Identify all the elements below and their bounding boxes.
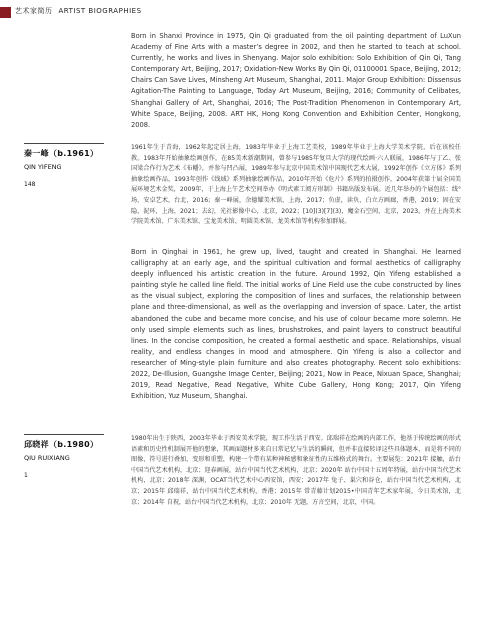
- artist-name-en: QIU RUIXIANG: [24, 454, 70, 462]
- artist-divider: [24, 143, 104, 144]
- intro-bio-en: Born in Shanxi Province in 1975, Qin Qi graduated from the oil painting department of LuXun Academy of Fine Arts with a master’s degree in 2002, and then he started to teach at school. Currently, he works and lives in Shenyang. Major solo exhibition: Solo Exhibition of Qin Qi, Tang Contemporary Art, Beijing, 2017; Oxidation-New Works By Qin Qi, 01100001 Space, Beijing, 2012; Chairs Can Save Lives, Minsheng Art Museum, Shanghai, 2011. Major Group Exhibition: Dissensus Agitation-The Painting to Language, Today Art Museum, Beijing, 2016; Community of Celibates, Shanghai Gallery of Art, Shanghai, 2016; The Post-Tradition Phenomenon in Contemporary Art, White Space, Beijing, 2008. ART HK, Hong Kong Convention and Exhibition Center, Hongkong, 2008.: [131, 32, 461, 129]
- artist-entry-qin-yifeng: [24, 143, 119, 188]
- artist-divider: [24, 434, 104, 435]
- artist-bio-en: Born in Qinghai in 1961, he grew up, lived, taught and created in Shanghai. He learned calligraphy at an early age, and the spiritual cultivation and formal aesthetics of calligraphy deeply influenced his artistic creation in the future. Around 1992, Qin Yifeng established a painting style he called line field. The initial works of Line Field use the cube constructed by lines as the visual subject, exploring the composition of lines and surfaces, the relationship between plane and three-dimensional, as well as the overlapping and inversion of space. Later, the artist abandoned the cube and became more concise, and his use of colour became more solemn. He only used simple elements such as lines, brushstrokes, and paint layers to construct beautiful lines. In the concise composition, he created a formal aesthetic and space. Relationships, visual reality, and endless changes in mood and atmosphere. Qin Yifeng is also a collector and researcher of Ming-style plain furniture and also creates photography. Recent solo exhibitions: 2022, De-Illusion, Guangshe Image Center, Beijing; 2021, Now in Peace, Nixuan Space, Shanghai; 2019, Read Negative, Read Negative, White Cube Gallery, Hong Kong; 2017, Qin Yifeng Exhibition, Yuz Museum, Shanghai.: [131, 248, 461, 401]
- artist-name-zh: 秦一峰（b.1961）: [24, 149, 99, 158]
- page-header: [0, 0, 480, 28]
- section-title-en: ARTIST BIOGRAPHIES: [58, 7, 142, 15]
- artist-name-zh: 邱晓祥（b.1980）: [24, 440, 99, 449]
- artist-bio-zh: 1961年生于青海，1962年起定居上海，1983年毕业于上海工艺美校，1989年毕业于上海大学美术学院，后在该校任教。1983年开始抽象绘画创作，在85美术新潮期间，曾参与1985年复旦大学的现代绘画·六人联展，1986年与丁乙、张国梁合作行为艺术《布幡》，并参与凹凸展，1989年参与北京中国美术馆中国现代艺术大展，1992年创作《立方体》系列抽象绘画作品，1993年创作《线域》系列抽象绘画作品，2010年开始《危片》系列的拍摄创作，2004年获第十届全国美展环境艺术金奖，2009年，于上海上午艺术空间举办《明式素工阅方形制》书籍出版发布展。近几年举办的个展包括：线°场，安卓艺术，台北，2016；秦一峰展，余德耀美术馆，上海，2017；负虚，读负，白立方画廊，香港，2019；固在安隐，泥环，上海，2021；去幻，光社影像中心，北京，2022；[10](3)[7](3)，魔金石空间，北京，2023。并在上海美术学院美术馆、广东美术馆、宝龙美术馆、明圆美术馆、龙美术馆等机构参加群展。: [131, 144, 461, 226]
- artist-bio-zh: 1980年出生于陕西，2003年毕业于西安美术学院，现工作生活于西安。邱瑞祥在绘画的内部工作，他基于传统绘画的形式语素和历史性机制展开他的想象，其画面题材多来自日常记忆与生活的瞬间，但并非直接转译这些具体题本，而是将不同的图像，符号进行叠加，变形和重塑，构建一个带有某种神秘感和象征性的五维格式的舞台。主要展览：2021年 接触，站台中国当代艺术机构，北京；迎春画展，站台中国当代艺术机构，北京；2020年 站台中国十五周年特展，站台中国当代艺术机构，北京；2018年 深渊，OCAT当代艺术中心西安馆，西安；2017年 兔子、巢穴和谷仓，站台中国当代艺术机构，北京；2015年 邱瑞祥，站台中国当代艺术机构，香港；2015年 常青藤计划2015•中国青年艺术家年展，今日美术馆，北京；2014年 自祝，站台中国当代艺术机构，北京；2010年 无题，方言空间，北京，中国。: [131, 435, 461, 506]
- artist-page-number: 148: [24, 181, 36, 188]
- artist-bio-zh-block: [131, 434, 461, 508]
- artist-page-number: 1: [24, 472, 28, 479]
- section-title: [15, 6, 142, 16]
- artist-name-en: QIN YIFENG: [24, 163, 62, 171]
- section-title-zh: 艺术家简历: [15, 7, 53, 15]
- artist-bio-en-block: [131, 247, 461, 402]
- artist-bio-zh-block: [131, 143, 461, 228]
- artist-entry-qiu-ruixiang: [24, 434, 119, 479]
- intro-bio-block: [131, 31, 461, 131]
- section-marker: [0, 7, 11, 18]
